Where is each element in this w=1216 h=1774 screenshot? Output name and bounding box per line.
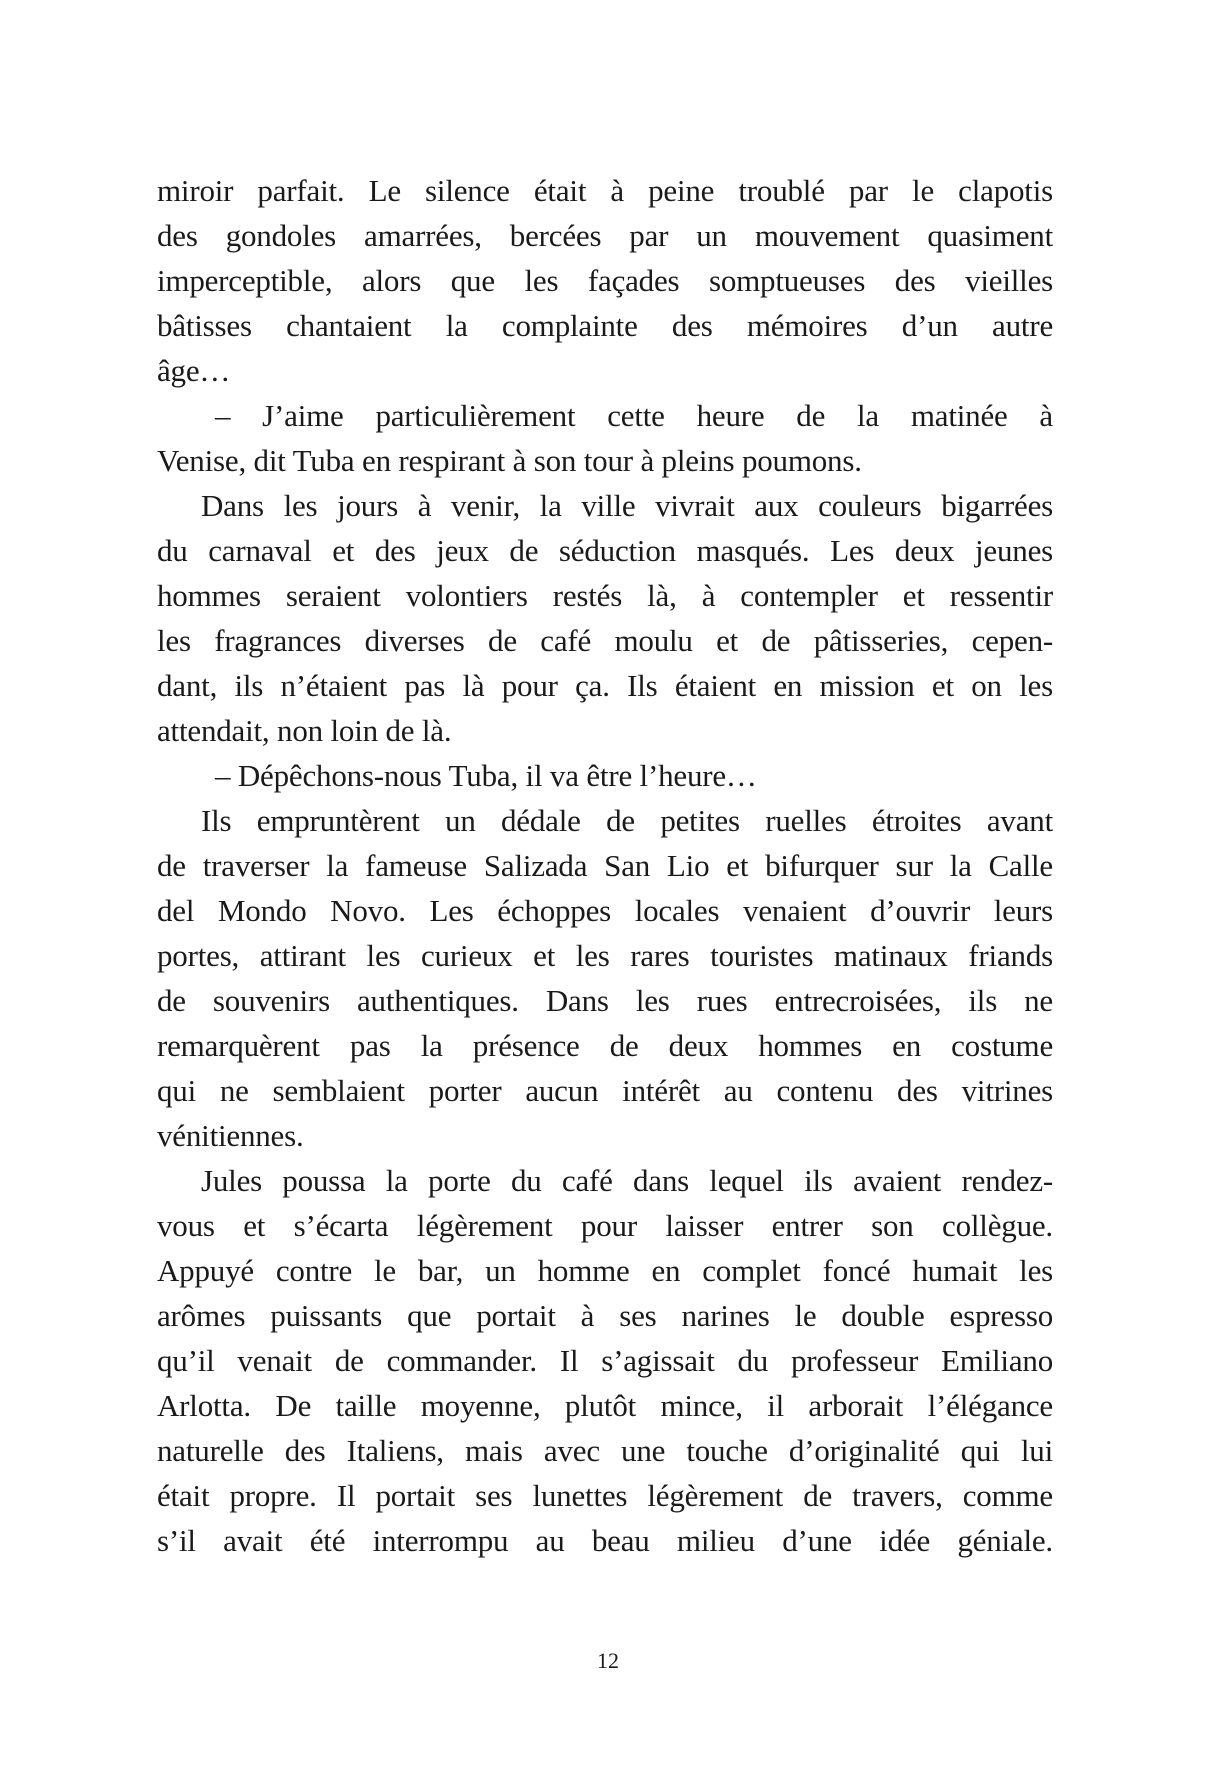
paragraph [157, 483, 1053, 753]
text-line: portes, attirant les curieux et les rares touristes matinaux friands [157, 938, 1053, 973]
text-line: âge… [157, 353, 231, 388]
text-line: du carnaval et des jeux de séduction masqués. Les deux jeunes [157, 533, 1053, 568]
text-line: Arlotta. De taille moyenne, plutôt mince, il arborait l’élégance [157, 1388, 1053, 1423]
text-line: était propre. Il portait ses lunettes légèrement de travers, comme [157, 1478, 1053, 1513]
text-line: des gondoles amarrées, bercées par un mouvement quasiment [157, 218, 1053, 253]
text-line: qui ne semblaient porter aucun intérêt au contenu des vitrines [157, 1073, 1053, 1108]
text-line: naturelle des Italiens, mais avec une touche d’originalité qui lui [157, 1433, 1053, 1468]
text-line: bâtisses chantaient la complainte des mémoires d’un autre [157, 308, 1053, 343]
paragraph [157, 798, 1053, 1158]
paragraph-dialogue [157, 393, 1053, 483]
paragraph-continuation [157, 168, 1053, 393]
text-line: Venise, dit Tuba en respirant à son tour à pleins poumons. [157, 443, 862, 478]
text-line: del Mondo Novo. Les échoppes locales venaient d’ouvrir leurs [157, 893, 1053, 928]
text-line: vénitiennes. [157, 1118, 304, 1153]
text-line: de traverser la fameuse Salizada San Lio et bifurquer sur la Calle [157, 848, 1053, 883]
text-line: Ils empruntèrent un dédale de petites ruelles étroites avant [201, 803, 1053, 838]
text-line: – Dépêchons-nous Tuba, il va être l’heure… [215, 758, 757, 793]
text-line: remarquèrent pas la présence de deux hommes en costume [157, 1028, 1053, 1063]
page-number: 12 [597, 1648, 619, 1673]
text-line: Dans les jours à venir, la ville vivrait aux couleurs bigarrées [201, 488, 1053, 523]
text-line: qu’il venait de commander. Il s’agissait du professeur Emiliano [157, 1343, 1053, 1378]
paragraph-dialogue [157, 753, 1053, 798]
text-line: de souvenirs authentiques. Dans les rues entrecroisées, ils ne [157, 983, 1053, 1018]
text-line: miroir parfait. Le silence était à peine troublé par le clapotis [157, 173, 1053, 208]
text-line: arômes puissants que portait à ses narines le double espresso [157, 1298, 1053, 1333]
text-line: dant, ils n’étaient pas là pour ça. Ils étaient en mission et on les [157, 668, 1053, 703]
text-line: attendait, non loin de là. [157, 713, 452, 748]
text-line: les fragrances diverses de café moulu et de pâtisseries, cepen- [157, 623, 1053, 658]
text-line: hommes seraient volontiers restés là, à contempler et ressentir [157, 578, 1053, 613]
text-line: vous et s’écarta légèrement pour laisser entrer son collègue. [157, 1208, 1053, 1243]
text-line: – J’aime particulièrement cette heure de la matinée à [215, 398, 1053, 433]
text-line: Appuyé contre le bar, un homme en complet foncé humait les [157, 1253, 1053, 1288]
text-line: s’il avait été interrompu au beau milieu d’une idée géniale. [157, 1523, 1053, 1558]
text-line: Jules poussa la porte du café dans lequel ils avaient rendez- [201, 1163, 1053, 1198]
paragraph [157, 1158, 1053, 1563]
body-text [157, 168, 1053, 1563]
text-line: imperceptible, alors que les façades somptueuses des vieilles [157, 263, 1053, 298]
